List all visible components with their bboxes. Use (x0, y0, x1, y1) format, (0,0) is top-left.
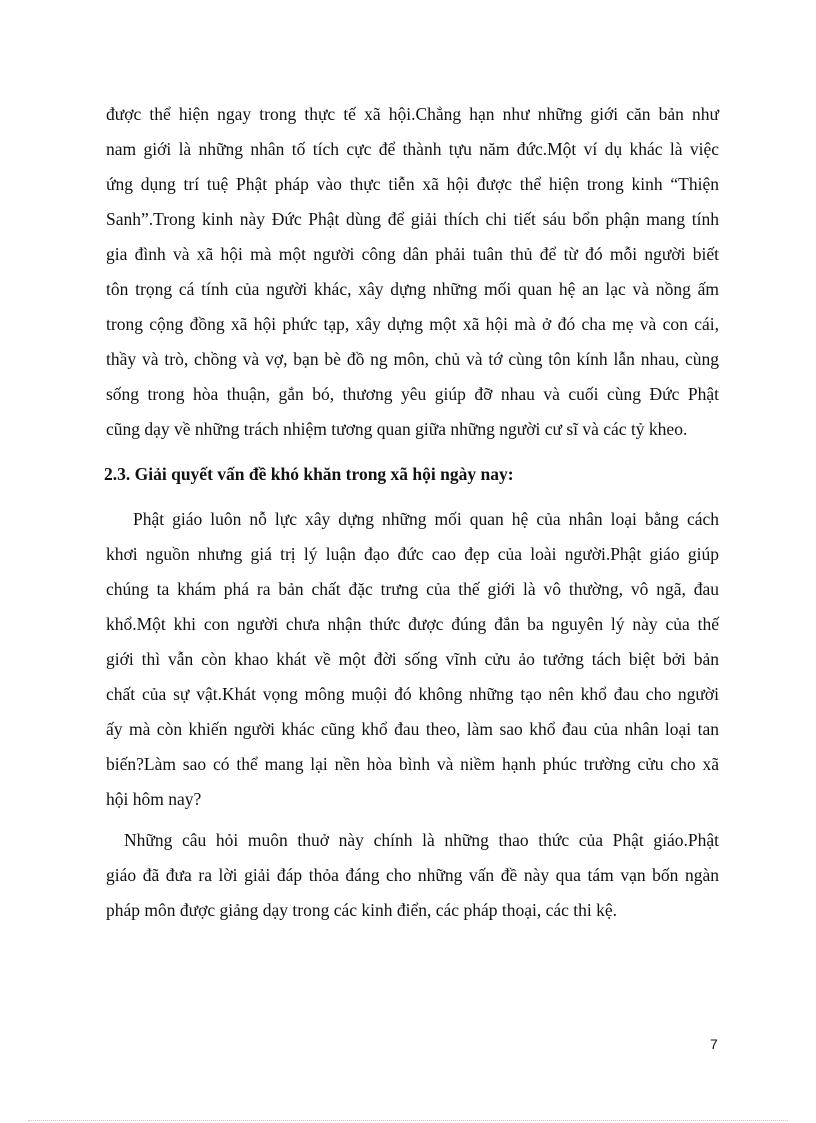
paragraph-line: pháp môn được giảng dạy trong các kinh điển, các pháp thoại, các thi kệ. (106, 900, 617, 920)
paragraph-line: tôn trọng cá tính của người khác, xây dựng những mối quan hệ an lạc và nồng ấm (106, 279, 719, 299)
paragraph-line: được thể hiện ngay trong thực tế xã hội.Chẳng hạn như những giới căn bản như (106, 104, 719, 124)
paragraph-line: chất của sự vật.Khát vọng mông muội đó không những tạo nên khổ đau cho người (106, 684, 719, 704)
paragraph-1 (106, 97, 719, 447)
paragraph-line: chúng ta khám phá ra bản chất đặc trưng của thế giới là vô thường, vô ngã, đau (106, 579, 719, 599)
paragraph-line: trong cộng đồng xã hội phức tạp, xây dựng một xã hội mà ở đó cha mẹ và con cái, (106, 314, 719, 334)
paragraph-line: thầy và trò, chồng và vợ, bạn bè đồ ng môn, chủ và tớ cùng tôn kính lẫn nhau, cùng (106, 349, 719, 369)
section-heading: 2.3. Giải quyết vấn đề khó khăn trong xã hội ngày nay: (104, 464, 514, 484)
paragraph-line: Những câu hỏi muôn thuở này chính là những thao thức của Phật giáo.Phật (124, 830, 719, 850)
paragraph-line: cũng dạy về những trách nhiệm tương quan giữa những người cư sĩ và các tỷ kheo. (106, 419, 688, 439)
paragraph-line: Sanh”.Trong kinh này Đức Phật dùng để giải thích chi tiết sáu bổn phận mang tính (106, 209, 719, 229)
paragraph-line: khổ.Một khi con người chưa nhận thức được đúng đắn ba nguyên lý này của thế (106, 614, 719, 634)
paragraph-line: sống trong hòa thuận, gắn bó, thương yêu giúp đỡ nhau và cuối cùng Đức Phật (106, 384, 719, 404)
paragraph-3 (106, 823, 719, 928)
paragraph-line: giáo đã đưa ra lời giải đáp thỏa đáng cho những vấn đề này qua tám vạn bốn ngàn (106, 865, 719, 885)
paragraph-line: hội hôm nay? (106, 789, 202, 809)
paragraph-line: giới thì vẫn còn khao khát về một đời sống vĩnh cửu ảo tưởng tách biệt bởi bản (106, 649, 719, 669)
paragraph-line: gia đình và xã hội mà một người công dân phải tuân thủ để từ đó mỗi người biết (106, 244, 719, 264)
paragraph-line: khơi nguồn nhưng giá trị lý luận đạo đức cao đẹp của loài người.Phật giáo giúp (106, 544, 719, 564)
paragraph-line: ứng dụng trí tuệ Phật pháp vào thực tiễn xã hội được thể hiện trong kinh “Thiện (106, 174, 719, 194)
page-number: 7 (710, 1036, 718, 1052)
paragraph-line: biến?Làm sao có thể mang lại nền hòa bình và niềm hạnh phúc trường cửu cho xã (106, 754, 719, 774)
paragraph-line: Phật giáo luôn nỗ lực xây dựng những mối quan hệ của nhân loại bằng cách (133, 509, 719, 529)
paragraph-line: nam giới là những nhân tố tích cực để thành tựu năm đức.Một ví dụ khác là việc (106, 139, 719, 159)
paragraph-2 (106, 502, 719, 817)
footer-divider (28, 1120, 788, 1121)
paragraph-line: ấy mà còn khiến người khác cũng khổ đau theo, làm sao khổ đau của nhân loại tan (106, 719, 719, 739)
